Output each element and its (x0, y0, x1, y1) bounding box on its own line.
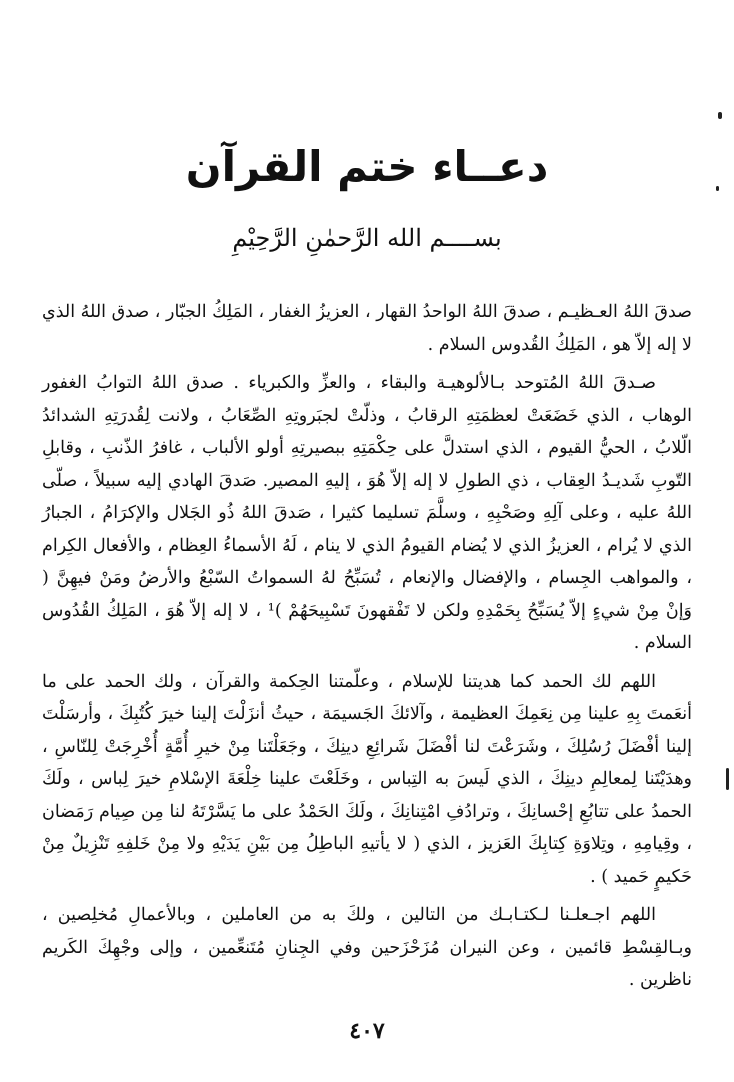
paragraph-3: اللهم لك الحمد كما هديتنا للإسلام ، وعلّمتنا الحِكمة والقرآن ، ولك الحمد على ما أنعَمتَ بِهِ علينا مِن نِعَمِكَ العظيمة ، وآلائكَ الجَسيمَة ، حيثُ أنزَلْتَ إلينا خيرَ كُتُبِكَ ، وأرسَلْتَ إلينا أفْضَلَ رُسُلِكَ ، وشَرَعْتَ لنا أفْضَلَ شَرائِعِ دينِكَ ، وجَعَلْتَنا مِنْ خيرِ أُمَّةٍ أُخْرِجَتْ لِلنّاسِ ، وهدَيْتَنا لِمعالِمِ دينِكَ ، الذي لَيسَ به التِباس ، وخَلَعْتَ علينا خِلْعَةَ الإسْلامِ خيرَ لِباس ، ولَكَ الحمدُ على تتابُعِ إحْسانِكَ ، وترادُفِ امْتِنانِكَ ، ولَكَ الحَمْدُ على ما يَسَّرْتَهُ لنا مِن صِيام رَمَضان ، وقِيامِهِ ، وتِلاوَةِ كِتابِكَ العَزيز ، الذي ( لا يأتيهِ الباطِلُ مِن بَيْنِ يَدَيْهِ ولا مِنْ خَلفِهِ تَنْزِيلٌ مِنْ حَكيمٍ حَميد ) . (42, 671, 692, 887)
margin-ink-mark (716, 186, 719, 191)
page-number: ٤٠٧ (349, 1018, 385, 1044)
margin-ink-mark (726, 768, 729, 790)
body-text (42, 296, 692, 1003)
margin-ink-mark (718, 112, 722, 119)
paragraph-1: صدقَ اللهُ العـظيـم ، صدقَ اللهُ الواحدُ القهار ، العزيزُ الغفار ، المَلِكُ الجبّار ، صدق اللهُ الذي لا إله إلاّ هو ، المَلِكُ القُدوس السلام . (42, 302, 692, 355)
paragraph-4: اللهم اجـعلـنا لـكتـابـك من التالين ، ولكَ به من العاملين ، وبالأعمالِ مُخلِصين ، وبـالقِسْطِ قائمين ، وعن النيران مُزَحْزَحين وفي الجِنانِ مُتَنعِّمين ، وإلى وجْهِكَ الكَريم ناظرين . (42, 905, 692, 990)
basmala-heading: بســــم الله الرَّحمٰنِ الرَّحِيْمِ (232, 224, 502, 252)
paragraph-2: صـدقَ اللهُ المُتوحد بـالألوهيـة والبقاء ، والعزِّ والكبرياء . صدق اللهُ التوابُ الغفور الوهاب ، الذي خَضَعَتْ لعظمَتِهِ الرقابُ ، وذلّتْ لجبَروتِهِ الصِّعَابُ ، ولانت لِقُدرَتِهِ الشدائدُ الّلابُ ، الحيُّ القيوم ، الذي استدلَّ على حِكْمَتِهِ ببصيرتِهِ أولو الألباب ، غافرُ الذّنبِ ، وقابلِ التّوبِ شَديـدُ العِقاب ، ذي الطولِ لا إله إلاّ هُوَ ، إليهِ المصير. صَدقَ الهادي إليه سبيلاً ، صلّى اللهُ عليه ، وعلى آلِهِ وصَحْبِهِ ، وسلَّمَ تسليما كثيرا ، صَدقَ اللهُ ذُو الجَلال والإكرَامُ ، الجبارُ الذي لا يُرام ، العزيزُ الذي لا يُضام القيومُ الذي لا ينام ، لَهُ الأسماءُ العِظام ، والأفعال الكِرام ، والمواهب الجِسام ، والإفضال والإنعام ، تُسَبِّحُ لهُ السمواتُ السّبْعُ والأرضُ ومَنْ فيهِنَّ ( وَإنْ مِنْ شيءٍ إلاّ يُسَبِّحُ بِحَمْدِهِ ولكن لا تَفْقهونَ تَسْبِيحَهُمْ )¹ ، لا إله إلاّ هُوَ ، المَلِكُ القُدُوس السلام . (42, 373, 693, 653)
page-title: دعــاء ختم القرآن (185, 142, 549, 191)
